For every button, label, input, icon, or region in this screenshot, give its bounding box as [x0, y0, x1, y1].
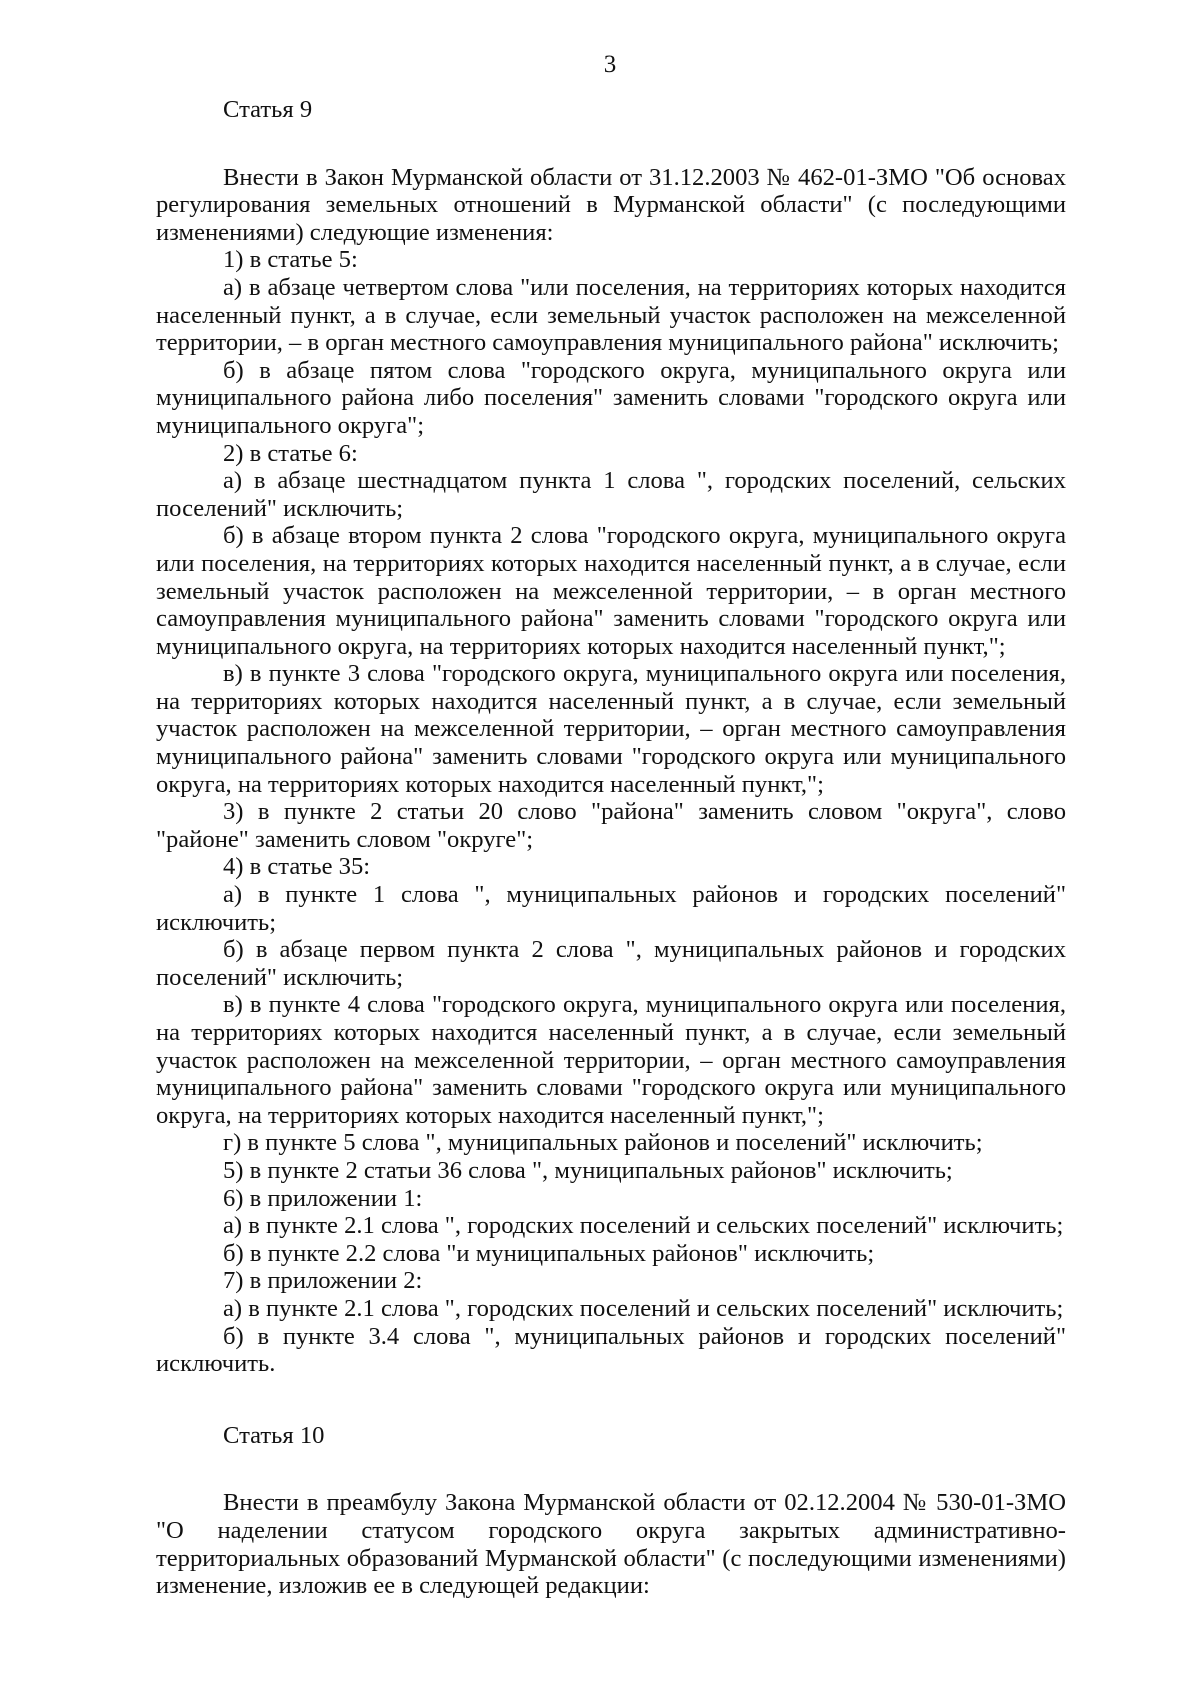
paragraph: Внести в преамбулу Закона Мурманской области от 02.12.2004 № 530-01-ЗМО "О наделении статусом городского округа закрытых административно-территориальных образований Мурманской области" (с последующими изменениями) изменение, изложив ее в следующей редакции: — [156, 1489, 1066, 1600]
paragraph: Внести в Закон Мурманской области от 31.12.2003 № 462-01-ЗМО "Об основах регулирования земельных отношений в Мурманской области" (с последующими изменениями) следующие изменения: — [156, 163, 1066, 246]
paragraph: 1) в статье 5: — [223, 246, 358, 274]
paragraph: в) в пункте 4 слова "городского округа, муниципального округа или поселения, на территориях которых находится населенный пункт, а в случае, если земельный участок расположен на межселенной территории, – орган местного самоуправления муниципального района" заменить словами "городского округа или муниципального округа, на территориях которых находится населенный пункт,"; — [156, 991, 1066, 1129]
paragraph: 7) в приложении 2: — [223, 1267, 423, 1295]
paragraph: 3) в пункте 2 статьи 20 слово "района" заменить словом "округа", слово "районе" заменить словом "округе"; — [156, 798, 1066, 853]
paragraph: а) в пункте 2.1 слова ", городских поселений и сельских поселений" исключить; — [223, 1212, 1064, 1240]
paragraph: а) в абзаце шестнадцатом пункта 1 слова ", городских поселений, сельских поселений" исключить; — [156, 467, 1066, 522]
paragraph: в) в пункте 3 слова "городского округа, муниципального округа или поселения, на территориях которых находится населенный пункт, а в случае, если земельный участок расположен на межселенной территории, – орган местного самоуправления муниципального района" заменить словами "городского округа или муниципального округа, на территориях которых находится населенный пункт,"; — [156, 660, 1066, 798]
paragraph: б) в абзаце втором пункта 2 слова "городского округа, муниципального округа или поселения, на территориях которых находится населенный пункт, а в случае, если земельный участок расположен на межселенной территории, – в орган местного самоуправления муниципального района" заменить словами "городского округа или муниципального округа, на территориях которых находится населенный пункт,"; — [156, 522, 1066, 660]
paragraph: 5) в пункте 2 статьи 36 слова ", муниципальных районов" исключить; — [223, 1156, 953, 1184]
paragraph: а) в пункте 1 слова ", муниципальных районов и городских поселений" исключить; — [156, 881, 1066, 936]
article-10-heading: Статья 10 — [223, 1421, 325, 1449]
paragraph: г) в пункте 5 слова ", муниципальных районов и поселений" исключить; — [223, 1129, 983, 1157]
paragraph: 4) в статье 35: — [223, 853, 371, 881]
paragraph: б) в абзаце первом пункта 2 слова ", муниципальных районов и городских поселений" исключить; — [156, 936, 1066, 991]
paragraph: 6) в приложении 1: — [223, 1184, 423, 1212]
document-body — [156, 96, 1066, 1600]
paragraph: б) в пункте 3.4 слова ", муниципальных районов и городских поселений" исключить. — [156, 1322, 1066, 1378]
paragraph: а) в абзаце четвертом слова "или поселения, на территориях которых находится населенный пункт, а в случае, если земельный участок расположен на межселенной территории, – в орган местного самоуправления муниципального района" исключить; — [156, 273, 1066, 357]
paragraph: 2) в статье 6: — [223, 439, 358, 467]
paragraph: б) в абзаце пятом слова "городского округа, муниципального округа или муниципального района либо поселения" заменить словами "городского округа или муниципального округа"; — [156, 356, 1066, 439]
article-9-heading: Статья 9 — [223, 96, 313, 123]
paragraph: а) в пункте 2.1 слова ", городских поселений и сельских поселений" исключить; — [223, 1294, 1064, 1322]
page-number: 3 — [603, 51, 617, 78]
paragraph: б) в пункте 2.2 слова "и муниципальных районов" исключить; — [223, 1239, 875, 1267]
